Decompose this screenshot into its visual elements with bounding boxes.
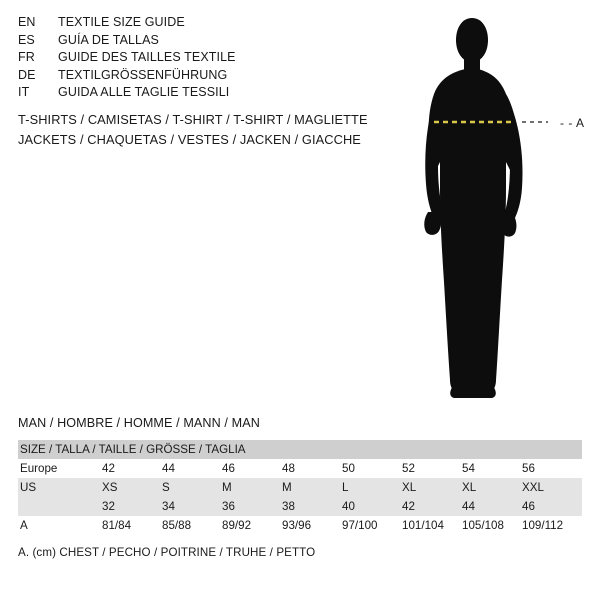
cell-value: L <box>342 481 349 494</box>
table-header-row <box>18 440 582 459</box>
footnote-chest-measure: A. (cm) CHEST / PECHO / POITRINE / TRUHE / PETTO <box>18 546 316 559</box>
table-row <box>18 478 582 497</box>
cell-value: 93/96 <box>282 519 312 532</box>
cell-value: 42 <box>402 500 415 513</box>
cell-value: 42 <box>102 462 115 475</box>
cell-value: M <box>282 481 292 494</box>
table-header-label: SIZE / TALLA / TAILLE / GRÖSSE / TAGLIA <box>20 443 246 456</box>
table-row <box>18 516 582 535</box>
language-code: FR <box>18 50 35 65</box>
product-line-tshirts: T-SHIRTS / CAMISETAS / T-SHIRT / T-SHIRT / MAGLIETTE <box>18 112 368 127</box>
cell-value: 38 <box>282 500 295 513</box>
language-list <box>18 14 378 102</box>
cell-value: XL <box>462 481 477 494</box>
language-row <box>18 32 378 50</box>
cell-value: 81/84 <box>102 519 132 532</box>
language-code: DE <box>18 67 36 82</box>
cell-value: XL <box>402 481 417 494</box>
cell-value: M <box>222 481 232 494</box>
cell-value: 44 <box>162 462 175 475</box>
row-label-us-numeric <box>18 497 102 516</box>
cell-value: 46 <box>222 462 235 475</box>
language-code: ES <box>18 32 35 47</box>
language-text: GUIDA ALLE TAGLIE TESSILI <box>58 85 230 100</box>
table-row <box>18 497 582 516</box>
cell-value: S <box>162 481 170 494</box>
table-row <box>18 459 582 478</box>
male-silhouette-figure <box>400 12 600 412</box>
language-code: EN <box>18 15 36 29</box>
cell-value: 54 <box>462 462 475 475</box>
cell-value: 56 <box>522 462 535 475</box>
silhouette-svg <box>400 12 600 412</box>
cell-value: 46 <box>522 500 535 513</box>
language-row <box>18 14 378 32</box>
cell-value: 36 <box>222 500 235 513</box>
cell-value: 44 <box>462 500 475 513</box>
language-text: TEXTILE SIZE GUIDE <box>58 15 185 29</box>
size-table <box>18 440 582 535</box>
cell-value: 105/108 <box>462 519 504 532</box>
cell-value: 52 <box>402 462 415 475</box>
language-text: TEXTILGRÖSSENFÜHRUNG <box>58 67 228 82</box>
row-label-a: A <box>20 519 28 532</box>
row-label-us: US <box>20 481 37 494</box>
cell-value: 32 <box>102 500 115 513</box>
cell-value: 34 <box>162 500 175 513</box>
product-categories <box>18 110 418 150</box>
cell-value: XS <box>102 481 118 494</box>
language-text: GUÍA DE TALLAS <box>58 32 159 47</box>
language-row <box>18 49 378 67</box>
language-row <box>18 84 378 102</box>
language-text: GUIDE DES TAILLES TEXTILE <box>58 50 236 65</box>
cell-value: 97/100 <box>342 519 378 532</box>
cell-value: 89/92 <box>222 519 252 532</box>
cell-value: XXL <box>522 481 544 494</box>
cell-value: 40 <box>342 500 355 513</box>
measure-marker-a: - - A <box>560 116 585 130</box>
language-code: IT <box>18 85 30 100</box>
cell-value: 85/88 <box>162 519 192 532</box>
table-title-man: MAN / HOMBRE / HOMME / MANN / MAN <box>18 416 260 430</box>
product-line-jackets: JACKETS / CHAQUETAS / VESTES / JACKEN / GIACCHE <box>18 132 361 147</box>
cell-value: 109/112 <box>522 519 564 532</box>
cell-value: 50 <box>342 462 355 475</box>
cell-value: 48 <box>282 462 295 475</box>
cell-value: 101/104 <box>402 519 444 532</box>
row-label-europe: Europe <box>20 462 58 475</box>
language-row <box>18 67 378 85</box>
